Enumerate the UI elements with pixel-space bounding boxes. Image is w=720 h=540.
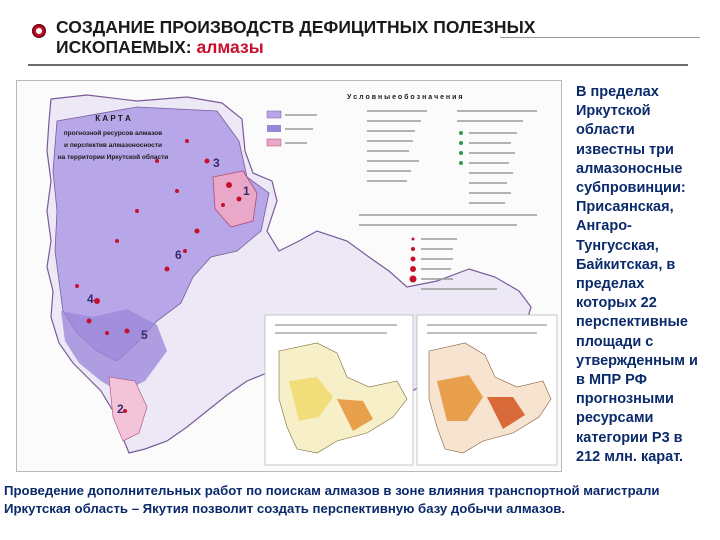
map-card-line-1: прогнозной ресурсов алмазов [63, 130, 163, 137]
region-label-6: 6 [175, 248, 182, 262]
diamond-map-figure [16, 80, 562, 472]
title-underline [28, 64, 688, 66]
side-description: В пределах Иркутской области известны три алмазоносные субпровинции: Присаянская, Ангаро-Тунгусская, Байкитская, в пределах которых 22 перспективные площади с утвержденным и в МПР РФ прогнозными ресурсами категории Р3 в 212 млн. карат. [576, 84, 698, 465]
title-underline-short [500, 37, 700, 38]
bottom-conclusion: Проведение дополнительных работ по поискам алмазов в зоне влияния транспортной магистрали Иркутская область – Якутия позволит создать перспективную базу добычи алмазов. [4, 483, 660, 516]
map-svg [17, 81, 561, 471]
slide-title-accent: алмазы [196, 37, 264, 57]
map-card-line-2: и перспектив алмазоносности [64, 142, 162, 149]
title-bullet-icon [32, 24, 46, 38]
region-label-4: 4 [87, 292, 94, 306]
region-label-3: 3 [213, 156, 220, 170]
inset-map-right [417, 315, 557, 465]
inset-map-left [265, 315, 413, 465]
slide-title-main: СОЗДАНИЕ ПРОИЗВОДСТВ ДЕФИЦИТНЫХ ПОЛЕЗНЫХ ИСКОПАЕМЫХ: [56, 17, 536, 57]
legend-heading: У с л о в н ы е о б о з н а ч е н и я [347, 94, 463, 101]
region-label-1: 1 [243, 184, 250, 198]
map-card-heading: К А Р Т А [95, 114, 131, 123]
map-card-line-3: на территории Иркутской области [57, 154, 169, 161]
region-label-2: 2 [117, 402, 124, 416]
region-label-5: 5 [141, 328, 148, 342]
